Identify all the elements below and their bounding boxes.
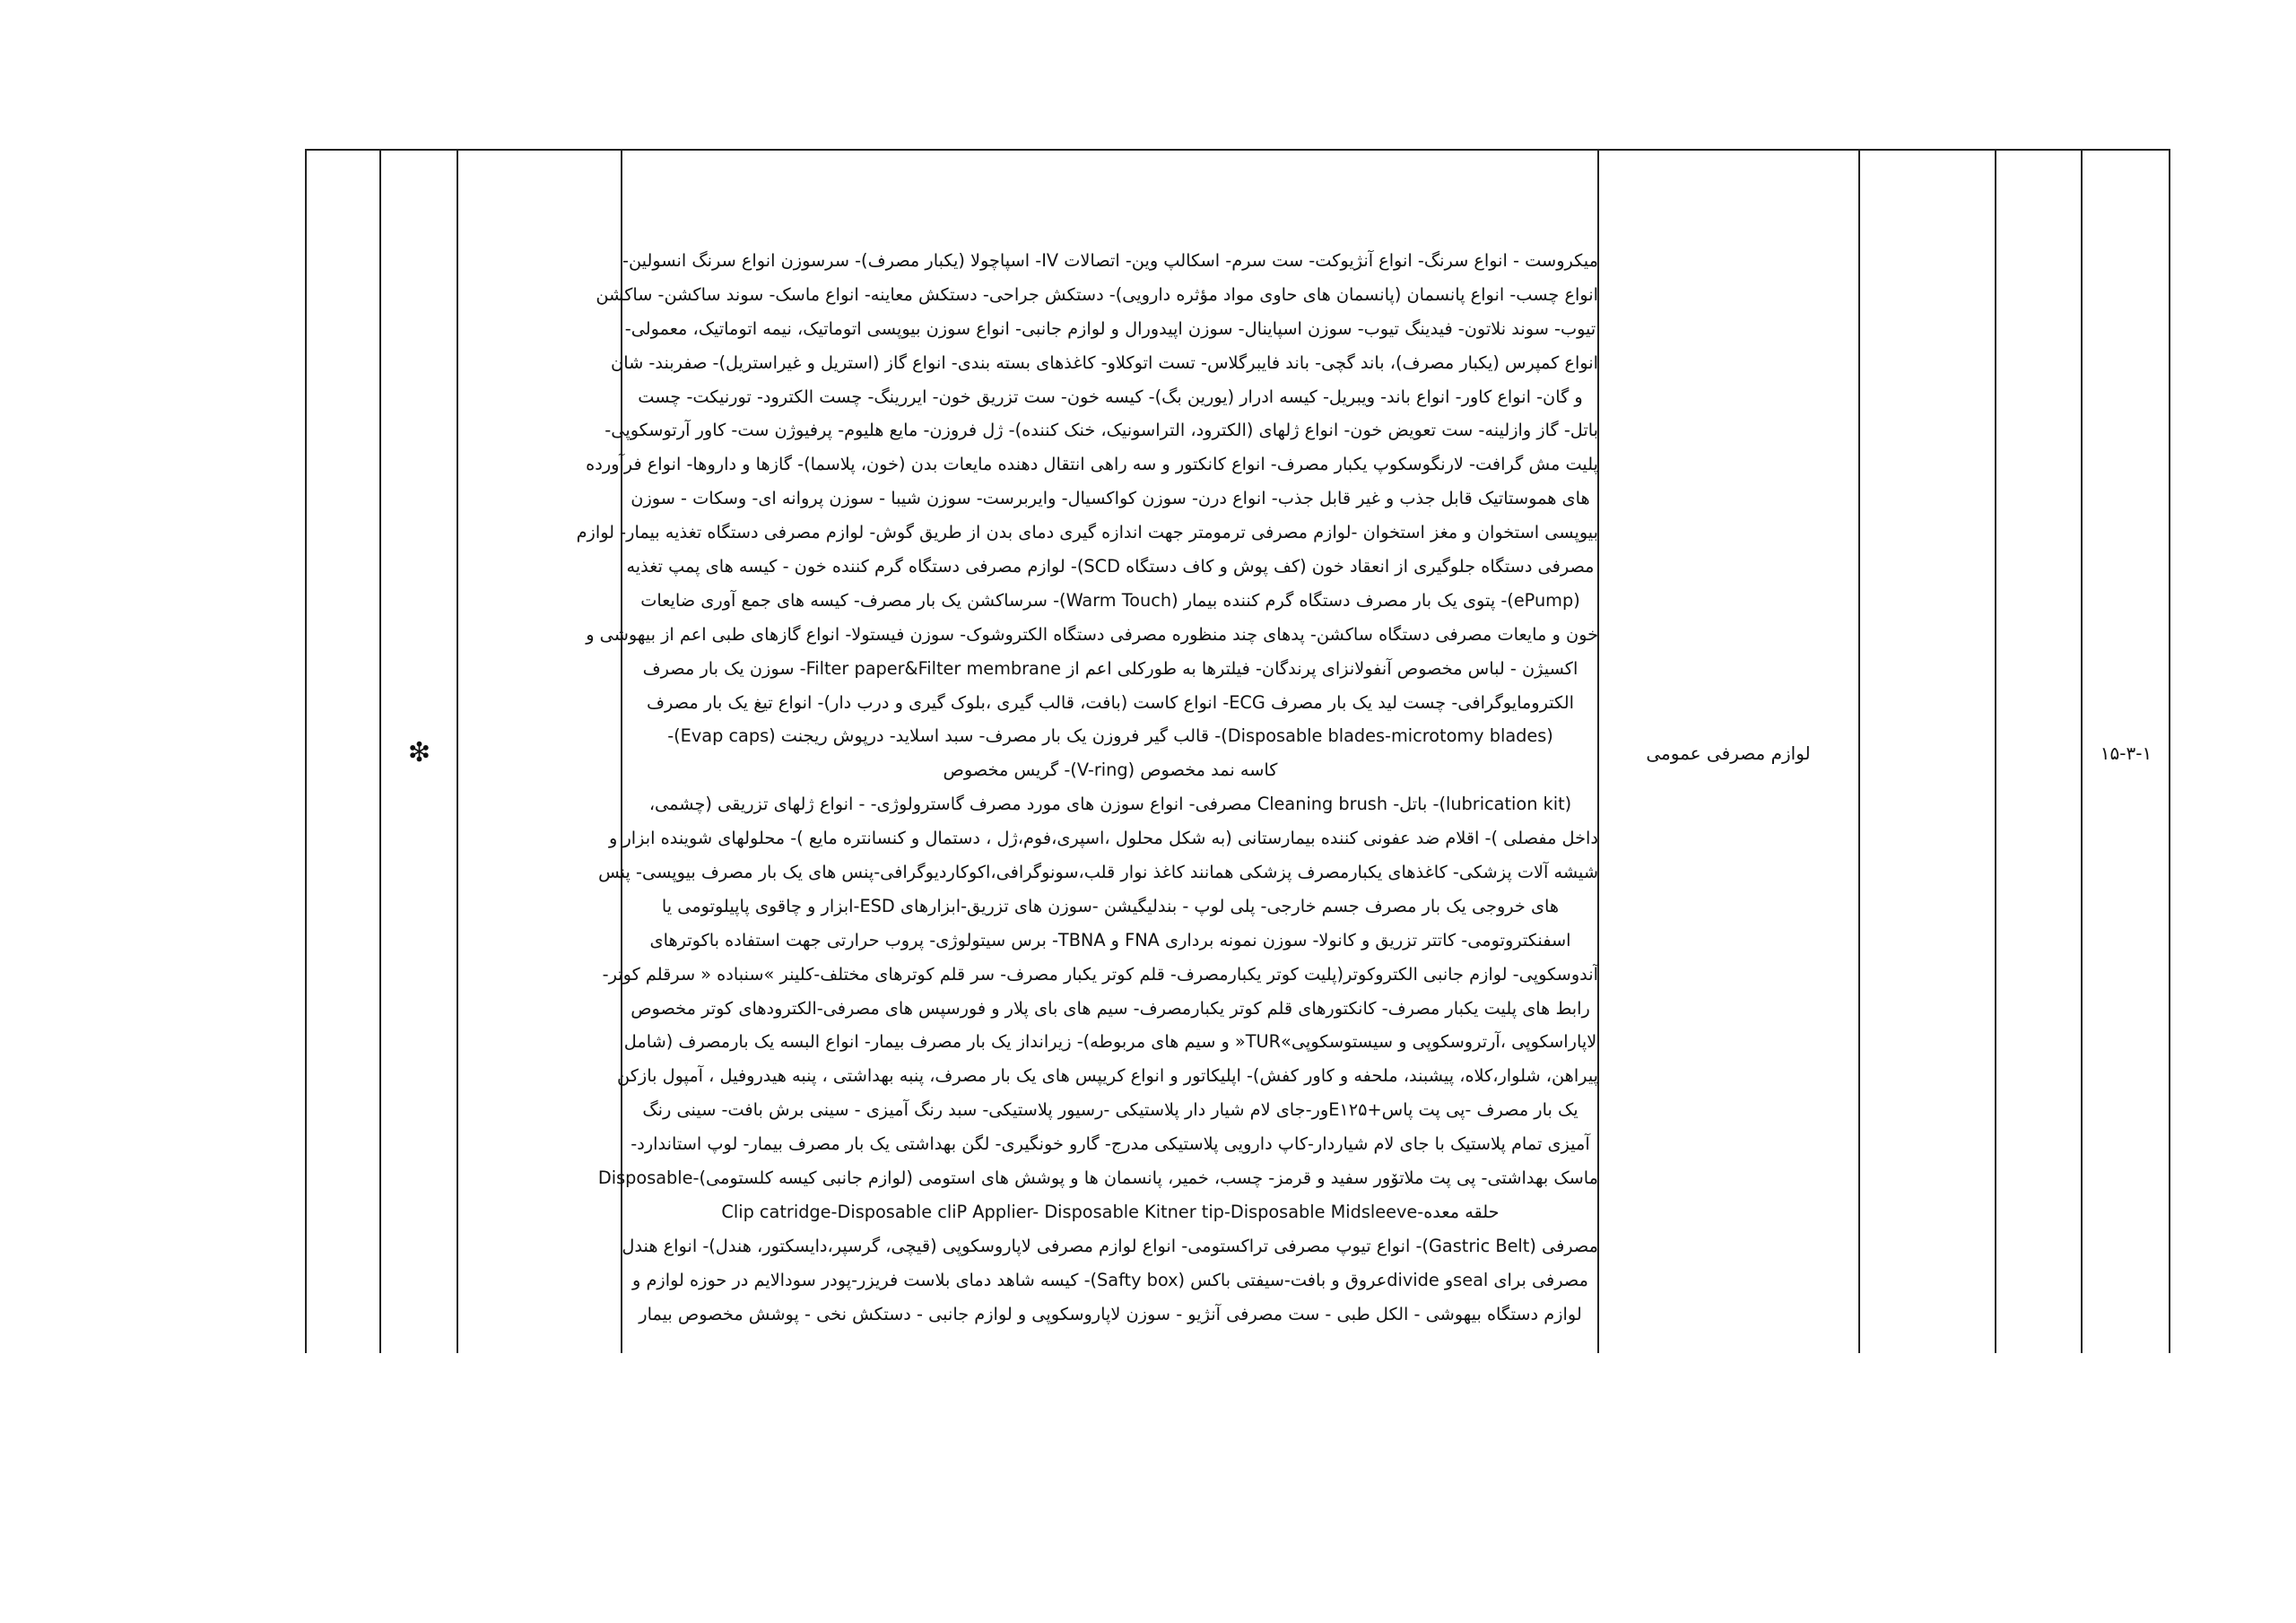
description-line: (lubrication kit)- باتل- Cleaning brush مصرفی- انواع سوزن های مورد مصرف گاسترولوژی- - انواع ژلهای تزریقی (چشمی، (648, 794, 1572, 815)
description-line: (ePump)- پتوی یک بار مصرف دستگاه گرم کننده بیمار (Warm Touch)- سرساکشن یک بار مصرف- کیسه های جمع آوری ضایعات (640, 589, 1580, 611)
description-line: خون و مایعات مصرفی دستگاه ساکشن- پدهای چند منظوره مصرفی دستگاه الکتروشوک- سوزن فیستولا- انواع گازهای طبی اعم از بیهوشی و (586, 623, 1598, 645)
description-line: حلقه معده-Clip catridge-Disposable cliP Applier- Disposable Kitner tip-Disposable Midsleeve (721, 1201, 1500, 1222)
description-line: تیوب- سوند نلاتون- فیدینگ تیوب- سوزن اسپاینال- سوزن اپیدورال و لوازم جانبی- انواع سوزن بیوپسی اتوماتیک، نیمه اتوماتیک، معمولی- (624, 317, 1596, 339)
description-line: آندوسکوپی- لوازم جانبی الکتروکوتر(پلیت کوتر یکبارمصرف- قلم کوتر یکبار مصرف- سر قلم کوترهای مختلف-کلینر »سنباده « سرقلم کوتر- (602, 963, 1598, 985)
description-line: الکترومایوگرافی- چست لید یک بار مصرف ECG- انواع کاست (بافت، قالب گیری ،بلوک گیری و درب دار)- انواع تیغ یک بار مصرف (647, 691, 1574, 713)
description-line: پیراهن، شلوار،کلاه، پیشبند، ملحفه و کاور کفش)- اپلیکاتور و انواع کریپس های یک بار مصرف، پنبه بهداشتی ، پنبه هیدروفیل ، آمپول بازکن (617, 1065, 1598, 1087)
description-line: مصرفی (Gastric Belt)- انواع تیوپ مصرفی تراکستومی- انواع لوازم مصرفی لاپاروسکوپی (قیچی، گرسپر،دایسکتور، هندل)- انواع هندل (622, 1235, 1598, 1256)
description-line: بیوپسی استخوان و مغز استخوان -لوازم مصرفی ترمومتر جهت اندازه گیری دمای بدن از طریق گوش- لوازم مصرفی دستگاه تغذیه بیمار- لوازم (576, 522, 1598, 543)
description-line: انواع چسب- انواع پانسمان (پانسمان های حاوی مواد مؤثره دارویی)- دستکش جراحی- دستکش معاینه- انواع ماسک- سوند ساکشن- ساکشن (596, 283, 1598, 305)
description-line: آمیزی تمام پلاستیک با جای لام شیاردار-کاپ دارویی پلاستیکی مدرج- گارو خونگیری- لگن بهداشتی یک بار مصرف بیمار- لوپ استاندارد- (631, 1133, 1590, 1155)
description-line: پلیت مش گرافت- لارنگوسکوپ یکبار مصرف- انواع کانکتور و سه راهی انتقال دهنده مایعات بدن (خون، پلاسما)- گازها و داروها- انواع فرآورده (586, 454, 1598, 475)
category-cell: لوازم مصرفی عمومی (1646, 742, 1811, 764)
description-line: و گان- انواع کاور- انواع باند- ویبریل- کیسه ادرار (یورین بگ)- کیسه خون- ست تزریق خون- ایررینگ- چست الکترود- تورنیکت- چست (638, 386, 1583, 407)
code-cell: ۱۵-۳-۱ (2100, 742, 2152, 764)
description-line: لاپاراسکوپی ،آرتروسکوپی و سیستوسکوپی»TUR« و سیم های مربوطه)- زیرانداز یک بار مصرف بیمار- انواع البسه یک بارمصرف (شامل (623, 1031, 1597, 1053)
description-line: میکروست - انواع سرنگ- انواع آنژیوکت- ست سرم- اسکالپ وین- اتصالات IV- اسپاچولا (یکبار مصرف)- سرسوزن انواع سرنگ انسولین- (622, 250, 1598, 271)
description-line: کاسه نمد مخصوص (V-ring)- گریس مخصوص (943, 759, 1278, 781)
description-line: یک بار مصرف -پی پت پاس+E۱۲۵ور-جای لام شیار دار پلاستیکی -رسیور پلاستیکی- سبد رنگ آمیزی - سینی برش بافت- سینی رنگ (642, 1099, 1578, 1121)
data-table (305, 149, 2170, 1353)
description-line: های هموستاتیک قابل جذب و غیر قابل جذب- انواع درن- سوزن کواکسیال- وایربرست- سوزن شیبا - سوزن پروانه ای- وسکات - سوزن (631, 488, 1590, 509)
description-line: انواع کمپرس (یکبار مصرف)، باند گچی- باند فایبرگلاس- تست اتوکلاو- کاغذهای بسته بندی- انواع گاز (استریل و غیراستریل)- صفربند- شان (611, 352, 1598, 373)
description-line: شیشه آلات پزشکی- کاغذهای یکبارمصرف پزشکی همانند کاغذ نوار قلب،سونوگرافی،اکوکاردیوگرافی-پنس های یک بار مصرف بیوپسی- پنس (598, 862, 1598, 883)
description-line: لوازم دستگاه بیهوشی - الکل طبی - ست مصرفی آنژیو - سوزن لاپاروسکوپی و لوازم جانبی - دستکش نخی - پوشش مخصوص بیمار (639, 1303, 1582, 1324)
description-line: ماسک بهداشتی- پی پت ملاتۆور سفید و قرمز- چسب، خمیر، پانسمان ها و پوشش های استومی (لوازم جانبی کیسه کلستومی)-Disposable (597, 1167, 1598, 1189)
description-line: باتل- گاز وازلینه- ست تعویض خون- انواع ژلهای (الکترود، التراسونیک، خنک کننده)- ژل فروزن- مایع هلیوم- پرفیوژن ست- کاور آرتوسکوپی- (604, 420, 1598, 441)
column-divider (1995, 151, 1996, 1353)
description-line: داخل مفصلی )- اقلام ضد عفونی کننده بیمارستانی (به شکل محلول ،اسپری،فوم،ژل ، دستمال و کنسانتره مایع )- محلولهای شوینده ابزار و (609, 828, 1598, 849)
description-line: اکسیژن - لباس مخصوص آنفولانزای پرندگان- فیلترها به طورکلی اعم از Filter paper&Filter membrane- سوزن یک بار مصرف (642, 657, 1578, 679)
description-line: مصرفی دستگاه جلوگیری از انعقاد خون (کف پوش و کاف دستگاه SCD)- لوازم مصرفی دستگاه گرم کننده خون - کیسه های پمپ تغذیه (626, 556, 1595, 577)
description-line: (Disposable blades-microtomy blades)- قالب گیر فروزن یک بار مصرف- سبد اسلاید- درپوش ریجنت (Evap caps)- (667, 725, 1553, 747)
marker-cell: ❇ (407, 736, 431, 768)
description-line: های خروجی یک بار مصرف جسم خارجی- پلی لوپ - بندلیگیشن -سوزن های تزریق-ابزارهای ESD-ابزار و چاقوی پاپیلوتومی یا (661, 895, 1560, 916)
description-line: اسفنکتروتومی- کاتتر تزریق و کانولا- سوزن نمونه برداری FNA و TBNA- برس سیتولوژی- پروب حرارتی جهت استفاده باکوترهای (649, 929, 1571, 950)
column-divider (1858, 151, 1860, 1353)
item-description-cell (576, 244, 1598, 1332)
description-line: رابط های پلیت یکبار مصرف- کانکتورهای قلم کوتر یکبارمصرف- سیم های بای پلار و فورسپس های مصرفی-الکترودهای کوتر مخصوص (631, 997, 1590, 1019)
description-line: مصرفی برای sealو divideعروق و بافت-سیفتی باکس (Safty box)- کیسه شاهد دمای بلاست فریزر-پودر سودالایم در حوزه لوازم و (632, 1269, 1588, 1290)
